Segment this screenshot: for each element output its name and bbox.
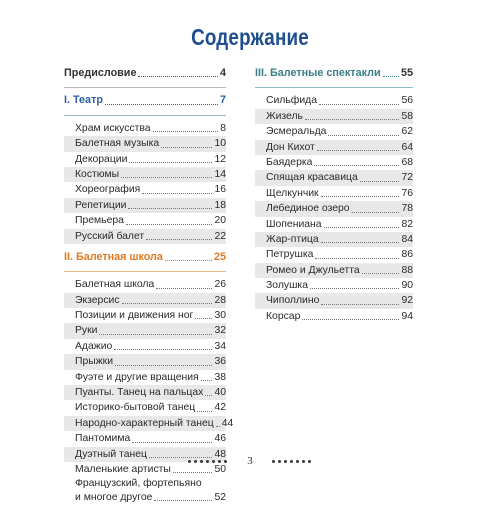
toc-item-title: Пантомима [75, 433, 131, 445]
toc-item-title: Петрушка [266, 249, 314, 261]
toc-item-title: Пуанты. Танец на пальцах [75, 387, 204, 399]
toc-item-title: Жизель [266, 110, 303, 122]
toc-item-title: Чиполлино [266, 295, 320, 307]
section-title: II. Балетная школа [64, 250, 163, 263]
toc-item-title: Адажио [75, 340, 113, 352]
leader-dots [362, 273, 400, 274]
toc-preface-page: 4 [219, 66, 226, 79]
toc-item-title: Позиции и движения ног [75, 310, 194, 322]
toc-item-page: 22 [214, 230, 226, 242]
ornament-dot [290, 460, 293, 463]
toc-item-title-line1: Французский, фортепьяно [75, 478, 202, 490]
toc-item[interactable] [64, 431, 226, 446]
leader-dots [383, 76, 399, 77]
toc-item-page: 68 [401, 156, 413, 168]
leader-dots [317, 150, 400, 151]
toc-item[interactable] [64, 277, 226, 292]
leader-dots [302, 319, 399, 320]
toc-item-title: Фуэте и другие вращения [75, 371, 199, 383]
toc-item[interactable] [64, 136, 226, 151]
section-2-items [64, 277, 234, 477]
leader-dots [314, 165, 399, 166]
toc-item-page: 84 [401, 233, 413, 245]
toc-item[interactable] [64, 121, 226, 136]
toc-item-title: Жар-птица [266, 233, 319, 245]
leader-dots [216, 426, 220, 427]
toc-item-title: Хореография [75, 184, 141, 196]
ornament-dot [284, 460, 287, 463]
leader-dots [197, 411, 212, 412]
toc-item[interactable] [64, 213, 226, 228]
toc-item[interactable] [64, 477, 226, 505]
toc-item-title: Костюмы [75, 168, 120, 180]
toc-item[interactable] [64, 385, 226, 400]
toc-item-page: 94 [401, 310, 413, 322]
divider [64, 271, 226, 272]
leader-dots [352, 212, 400, 213]
toc-item[interactable] [255, 124, 413, 139]
toc-item-title: Маленькие артисты [75, 463, 171, 475]
leader-dots [319, 104, 399, 105]
toc-preface-title: Предисловие [64, 66, 137, 79]
leader-dots [321, 304, 399, 305]
toc-item-title: Экзерсис [75, 294, 120, 306]
toc-preface[interactable] [64, 66, 226, 81]
toc-item-title: Спящая красавица [266, 172, 358, 184]
toc-item-title: Эсмеральда [266, 126, 327, 138]
leader-dots [142, 193, 212, 194]
section-3-items [255, 93, 413, 324]
toc-item-title: Баядерка [266, 156, 313, 168]
ornament-dot [224, 460, 227, 463]
toc-item-title: Прыжки [75, 356, 114, 368]
toc-item-page: 58 [401, 110, 413, 122]
toc-item[interactable] [64, 152, 226, 167]
toc-item-title: Щелкунчик [266, 187, 319, 199]
toc-item[interactable] [255, 309, 413, 324]
toc-item-title: Храм искусства [75, 122, 151, 134]
toc-item-title: Народно-характерный танец [75, 417, 214, 429]
toc-item-page: 50 [214, 463, 226, 475]
toc-item[interactable] [255, 217, 413, 232]
ornament-dot [302, 460, 305, 463]
leader-dots [115, 365, 212, 366]
toc-item[interactable] [255, 109, 413, 124]
leader-dots [114, 349, 212, 350]
toc-item[interactable] [255, 263, 413, 278]
toc-item-page: 8 [220, 122, 226, 134]
toc-item-page: 32 [214, 325, 226, 337]
leader-dots [205, 395, 212, 396]
ornament-dot [278, 460, 281, 463]
leader-dots [328, 135, 399, 136]
toc-item-page: 56 [401, 95, 413, 107]
ornament-dot [206, 460, 209, 463]
leader-dots [195, 318, 212, 319]
toc-item[interactable] [64, 400, 226, 415]
toc-item-title: Дон Кихот [266, 141, 315, 153]
toc-section-3[interactable] [255, 66, 413, 81]
leader-dots [122, 303, 213, 304]
toc-item-title: Золушка [266, 280, 308, 292]
leader-dots [161, 147, 212, 148]
ornament-dot [188, 460, 191, 463]
toc-item[interactable] [64, 308, 226, 323]
toc-item-page: 88 [401, 264, 413, 276]
toc-item-page: 26 [214, 279, 226, 291]
leader-dots [201, 380, 213, 381]
toc-item-page: 36 [214, 356, 226, 368]
toc-item-title: Дуэтный танец [75, 448, 147, 460]
toc-item-title: Русский балет [75, 230, 145, 242]
divider [255, 87, 413, 88]
divider [64, 87, 226, 88]
toc-item-title: Репетиции [75, 199, 127, 211]
leader-dots [129, 162, 212, 163]
toc-item-page: 90 [401, 280, 413, 292]
toc-item-page: 52 [214, 492, 226, 504]
toc-item-page: 42 [214, 402, 226, 414]
leader-dots [128, 208, 212, 209]
toc-item[interactable] [255, 247, 413, 262]
toc-item-title-line2: и многое другое [75, 492, 153, 504]
toc-item-page: 10 [214, 138, 226, 150]
toc-item-page: 34 [214, 340, 226, 352]
leader-dots [310, 288, 399, 289]
toc-item-page: 78 [401, 203, 413, 215]
leader-dots [154, 500, 212, 501]
toc-item[interactable] [255, 93, 413, 108]
toc-section-2[interactable] [64, 250, 226, 265]
leader-dots [105, 104, 218, 105]
toc-item[interactable] [64, 339, 226, 354]
ornament-dot [308, 460, 311, 463]
toc-item-title: Сильфида [266, 95, 317, 107]
toc-item-page: 48 [214, 448, 226, 460]
toc-item-title: Руки [75, 325, 98, 337]
toc-item-page: 16 [214, 184, 226, 196]
leader-dots [321, 196, 400, 197]
toc-item-page: 44 [221, 417, 234, 429]
toc-item-page: 46 [214, 433, 226, 445]
toc-item[interactable] [64, 370, 226, 385]
toc-item-title: Историко-бытовой танец [75, 402, 196, 414]
ornament-dot [296, 460, 299, 463]
ornament-dot [272, 460, 275, 463]
toc-item[interactable] [255, 278, 413, 293]
toc-item-page: 82 [401, 218, 413, 230]
toc-item[interactable] [255, 201, 413, 216]
toc-item-title: Балетная музыка [75, 138, 160, 150]
toc-item-page: 12 [214, 153, 226, 165]
toc-item-page: 72 [401, 172, 413, 184]
ornament-dot [218, 460, 221, 463]
section-page: 25 [213, 250, 226, 263]
toc-item-title: Шопениана [266, 218, 322, 230]
section-1-items [64, 121, 226, 244]
toc-item[interactable] [64, 182, 226, 197]
leader-dots [138, 76, 218, 77]
toc-item-page: 18 [214, 199, 226, 211]
section-title: III. Балетные спектакли [255, 66, 381, 79]
leader-dots [99, 334, 212, 335]
toc-item-page: 28 [214, 294, 226, 306]
toc-right-column [255, 66, 413, 324]
leader-dots [156, 288, 212, 289]
toc-item[interactable] [255, 232, 413, 247]
toc-item[interactable] [255, 140, 413, 155]
page-footer [0, 455, 500, 469]
toc-item-page: 30 [214, 310, 226, 322]
leader-dots [315, 258, 399, 259]
toc-item-page: 64 [401, 141, 413, 153]
toc-item-title: Премьера [75, 215, 124, 227]
page-title: Содержание [191, 24, 309, 50]
toc-item-page: 38 [214, 371, 226, 383]
toc-item-page: 92 [401, 295, 413, 307]
leader-dots [321, 242, 400, 243]
leader-dots [132, 442, 212, 443]
toc-left-column [64, 66, 234, 505]
toc-item[interactable] [64, 416, 234, 431]
leader-dots [360, 181, 400, 182]
toc-item[interactable] [255, 293, 413, 308]
toc-item-page: 14 [214, 168, 226, 180]
ornament-dot [200, 460, 203, 463]
toc-item-page: 40 [214, 387, 226, 399]
toc-item-page: 20 [214, 215, 226, 227]
toc-section-1[interactable] [64, 93, 226, 108]
leader-dots [126, 224, 213, 225]
ornament-dot [212, 460, 215, 463]
leader-dots [324, 227, 400, 228]
toc-item-title: Балетная школа [75, 279, 155, 291]
toc-item-page: 62 [401, 126, 413, 138]
toc-item-title: Декорации [75, 153, 128, 165]
leader-dots [146, 239, 212, 240]
leader-dots [153, 131, 219, 132]
ornament-dot [194, 460, 197, 463]
toc-item-title: Корсар [266, 310, 301, 322]
toc-item[interactable] [64, 229, 226, 244]
toc-item-page: 76 [401, 187, 413, 199]
toc-item[interactable] [255, 155, 413, 170]
page-number: 3 [247, 455, 253, 467]
toc-item-title: Ромео и Джульетта [266, 264, 360, 276]
toc-item-page: 86 [401, 249, 413, 261]
section-page: 7 [219, 94, 226, 107]
toc-item[interactable] [64, 198, 226, 213]
toc-item[interactable] [255, 186, 413, 201]
toc-item[interactable] [64, 323, 226, 338]
leader-dots [121, 177, 212, 178]
toc-item-title: Лебединое озеро [266, 203, 350, 215]
leader-dots [305, 119, 399, 120]
divider [64, 115, 226, 116]
leader-dots [165, 260, 212, 261]
leader-dots [173, 472, 213, 473]
toc-item[interactable] [64, 354, 226, 369]
toc-item[interactable] [255, 170, 413, 185]
section-page: 55 [400, 66, 413, 79]
section-title: I. Театр [64, 94, 103, 107]
toc-item[interactable] [64, 293, 226, 308]
toc-item[interactable] [64, 167, 226, 182]
